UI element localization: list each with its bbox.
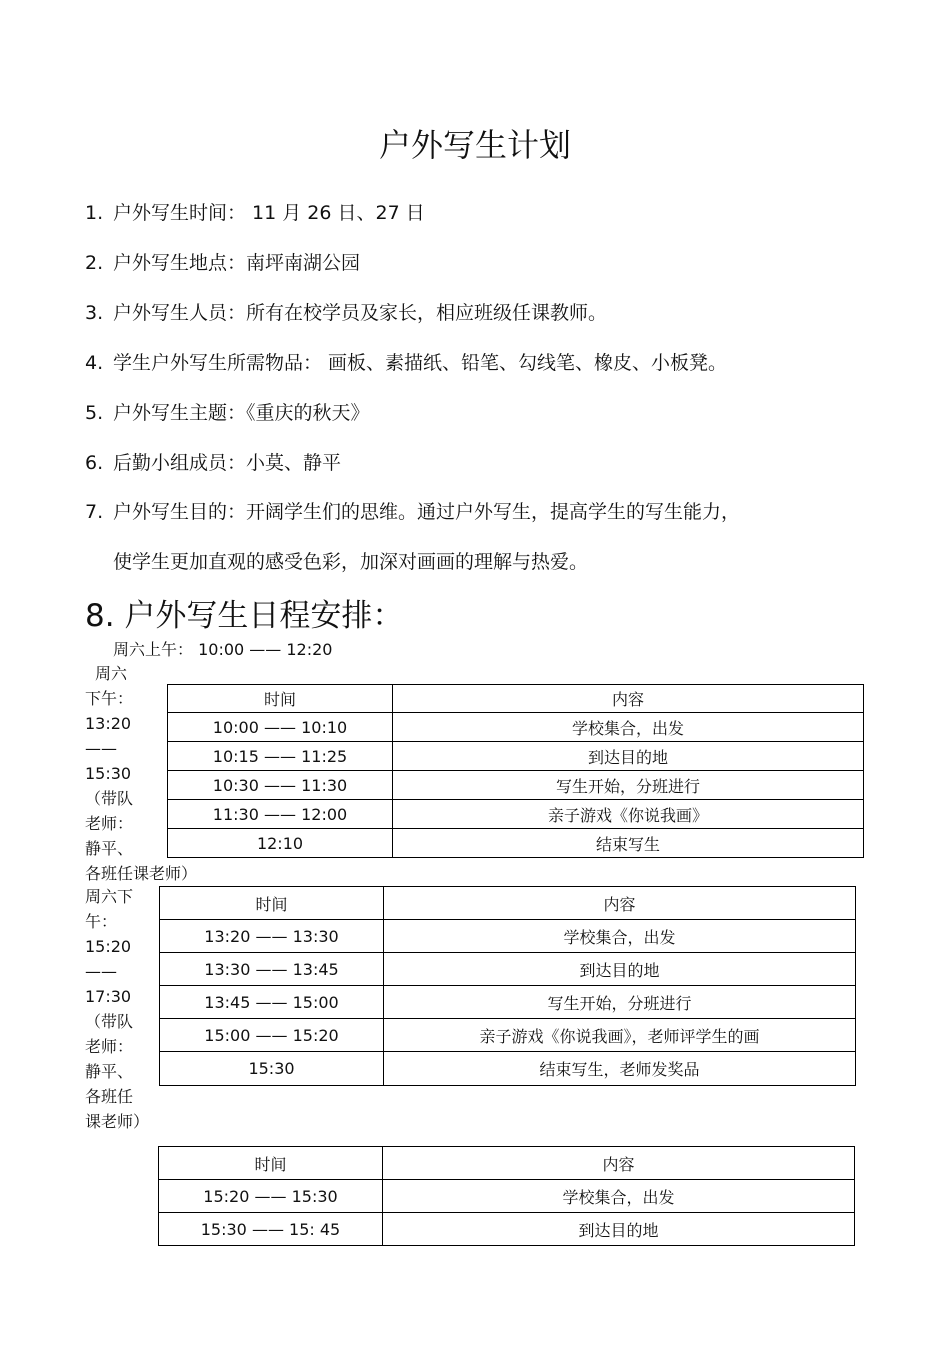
table-row [160, 953, 856, 986]
table-header-row [159, 1147, 855, 1180]
schedule-table-2 [159, 886, 856, 1086]
cell-content: 亲子游戏《你说我画》，老师评学生的画 [384, 1019, 856, 1052]
item-text: 户外写生时间： 11 月 26 日、27 日 [113, 202, 425, 224]
cell-time: 10:00 —— 10:10 [168, 713, 393, 742]
note-line: 静平、 [85, 1062, 134, 1081]
cell-time: 11:30 —— 12:00 [168, 800, 393, 829]
note-line: —— [85, 962, 117, 981]
item-number: 1. [85, 202, 104, 224]
item-text: 后勤小组成员：小莫、静平 [113, 452, 342, 474]
note-line: 下午： [85, 689, 134, 708]
table-row [160, 1019, 856, 1052]
cell-content: 结束写生 [393, 829, 864, 858]
cell-time: 15:30 [160, 1052, 384, 1086]
cell-content: 学校集合，出发 [383, 1180, 855, 1213]
note-line: —— [85, 739, 117, 758]
saturday-afternoon-note-2 [85, 884, 149, 1134]
note-line: 13:20 [85, 714, 132, 733]
note-line: （带队 [85, 789, 134, 808]
cell-time: 15:30 —— 15: 45 [159, 1213, 383, 1246]
table-header-row [160, 887, 856, 920]
item-logistics [85, 448, 341, 475]
note-line: 各班任课老师） [85, 864, 198, 883]
note-line: 静平、 [85, 839, 134, 858]
item-purpose [85, 497, 740, 524]
item-theme [85, 398, 370, 425]
note-line: 午： [85, 912, 118, 931]
table-header-row [168, 685, 864, 713]
table-row [168, 771, 864, 800]
cell-content: 学校集合，出发 [393, 713, 864, 742]
table-row [160, 1052, 856, 1086]
header-content: 内容 [393, 685, 864, 713]
table-row [168, 800, 864, 829]
item-text: 户外写生目的：开阔学生们的思维。通过户外写生，提高学生的写生能力， [113, 501, 741, 523]
item-people [85, 298, 607, 325]
item-number: 5. [85, 402, 104, 424]
header-time: 时间 [160, 887, 384, 920]
schedule-table-1 [167, 684, 864, 858]
table-row [168, 829, 864, 858]
cell-content: 结束写生，老师发奖品 [384, 1052, 856, 1086]
item-purpose-continued: 使学生更加直观的感受色彩，加深对画画的理解与热爱。 [113, 551, 589, 573]
item-time [85, 198, 425, 225]
table-row [160, 920, 856, 953]
note-line: （带队 [85, 1012, 134, 1031]
cell-content: 到达目的地 [383, 1213, 855, 1246]
cell-time: 12:10 [168, 829, 393, 858]
item-location [85, 248, 360, 275]
header-time: 时间 [159, 1147, 383, 1180]
item-number: 7. [85, 501, 104, 523]
cell-content: 学校集合，出发 [384, 920, 856, 953]
cell-content: 到达目的地 [393, 742, 864, 771]
header-content: 内容 [383, 1147, 855, 1180]
item-number: 3. [85, 302, 104, 324]
table-row [160, 986, 856, 1019]
cell-content: 到达目的地 [384, 953, 856, 986]
note-line: 课老师） [85, 1112, 150, 1131]
table-row [159, 1180, 855, 1213]
schedule-table-3 [158, 1146, 855, 1246]
note-line: 各班任 [85, 1087, 134, 1106]
header-content: 内容 [384, 887, 856, 920]
cell-time: 13:20 —— 13:30 [160, 920, 384, 953]
cell-time: 15:20 —— 15:30 [159, 1180, 383, 1213]
item-supplies [85, 348, 727, 375]
note-line: 15:30 [85, 764, 132, 783]
cell-time: 15:00 —— 15:20 [160, 1019, 384, 1052]
section-heading-schedule: 8. 户外写生日程安排： [85, 598, 404, 634]
item-number: 6. [85, 452, 104, 474]
note-line: 17:30 [85, 987, 132, 1006]
cell-content: 写生开始，分班进行 [393, 771, 864, 800]
table-row [168, 742, 864, 771]
item-number: 2. [85, 252, 104, 274]
note-line: 老师： [85, 814, 134, 833]
item-text: 户外写生地点：南坪南湖公园 [113, 252, 361, 274]
table-row [168, 713, 864, 742]
document-title: 户外写生计划 [378, 126, 571, 164]
header-time: 时间 [168, 685, 393, 713]
cell-content: 写生开始，分班进行 [384, 986, 856, 1019]
cell-time: 10:30 —— 11:30 [168, 771, 393, 800]
table-row [159, 1213, 855, 1246]
note-line: 15:20 [85, 937, 132, 956]
note-line: 老师： [85, 1037, 134, 1056]
cell-time: 13:30 —— 13:45 [160, 953, 384, 986]
item-number: 4. [85, 352, 104, 374]
item-text: 户外写生人员：所有在校学员及家长，相应班级任课教师。 [113, 302, 608, 324]
item-text: 学生户外写生所需物品： 画板、素描纸、铅笔、勾线笔、橡皮、小板凳。 [113, 352, 728, 374]
cell-time: 10:15 —— 11:25 [168, 742, 393, 771]
saturday-morning-label: 周六上午： 10:00 —— 12:20 [113, 640, 333, 659]
cell-time: 13:45 —— 15:00 [160, 986, 384, 1019]
item-text: 户外写生主题：《重庆的秋天》 [113, 402, 370, 424]
note-line: 周六 [95, 664, 128, 683]
cell-content: 亲子游戏《你说我画》 [393, 800, 864, 829]
note-line: 周六下 [85, 887, 134, 906]
